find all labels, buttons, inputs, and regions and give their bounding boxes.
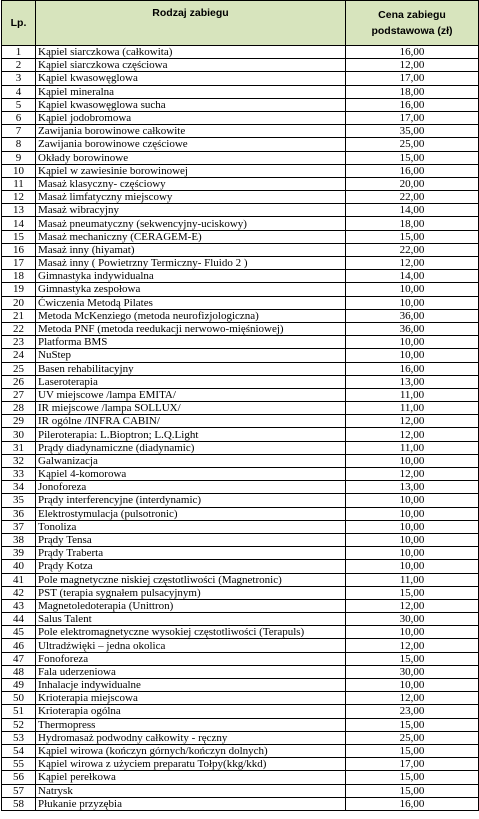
treatment-name: IR ogólne /INFRA CABIN/ <box>36 415 346 428</box>
row-number: 18 <box>2 270 36 283</box>
treatment-price: 30,00 <box>346 613 479 626</box>
row-number: 20 <box>2 296 36 309</box>
row-number: 11 <box>2 177 36 190</box>
table-row <box>2 599 479 612</box>
header-price-line1: Cena zabiegu <box>378 9 446 21</box>
treatment-name: Masaż pneumatyczny (sekwencyjny-uciskowy) <box>36 217 346 230</box>
table-row <box>2 230 479 243</box>
row-number: 31 <box>2 441 36 454</box>
table-row <box>2 349 479 362</box>
row-number: 32 <box>2 454 36 467</box>
treatment-price: 15,00 <box>346 652 479 665</box>
row-number: 4 <box>2 85 36 98</box>
treatment-price: 16,00 <box>346 797 479 810</box>
treatment-name: Masaż wibracyjny <box>36 204 346 217</box>
treatment-price: 10,00 <box>346 626 479 639</box>
table-row <box>2 731 479 744</box>
treatment-price: 12,00 <box>346 599 479 612</box>
treatment-name: Kąpiel jodobromowa <box>36 111 346 124</box>
row-number: 39 <box>2 547 36 560</box>
row-number: 26 <box>2 375 36 388</box>
treatment-price: 16,00 <box>346 98 479 111</box>
table-row <box>2 718 479 731</box>
treatment-name: Hydromasaż podwodny całkowity - ręczny <box>36 731 346 744</box>
table-row <box>2 507 479 520</box>
treatment-name: Masaż inny (hiyamat) <box>36 243 346 256</box>
treatment-name: PST (terapia sygnałem pulsacyjnym) <box>36 586 346 599</box>
treatment-price: 10,00 <box>346 283 479 296</box>
treatment-price: 17,00 <box>346 111 479 124</box>
treatment-name: Masaż limfatyczny miejscowy <box>36 191 346 204</box>
row-number: 9 <box>2 151 36 164</box>
table-row <box>2 296 479 309</box>
treatment-price: 10,00 <box>346 547 479 560</box>
treatment-price: 16,00 <box>346 46 479 59</box>
treatment-name: Pole magnetyczne niskiej częstotliwości (Magnetronic) <box>36 573 346 586</box>
table-row <box>2 375 479 388</box>
table-row <box>2 520 479 533</box>
row-number: 54 <box>2 744 36 757</box>
header-row <box>2 1 479 46</box>
table-row <box>2 111 479 124</box>
treatment-name: Masaż mechaniczny (CERAGEM-E) <box>36 230 346 243</box>
treatment-name: Elektrostymulacja (pulsotronic) <box>36 507 346 520</box>
table-row <box>2 270 479 283</box>
table-row <box>2 336 479 349</box>
treatment-name: Gimnastyka indywidualna <box>36 270 346 283</box>
header-name: Rodzaj zabiegu <box>36 1 346 46</box>
row-number: 23 <box>2 336 36 349</box>
table-row <box>2 573 479 586</box>
treatment-price: 11,00 <box>346 402 479 415</box>
treatment-name: IR miejscowe /lampa SOLLUX/ <box>36 402 346 415</box>
treatment-price: 12,00 <box>346 639 479 652</box>
treatment-name: Krioterapia miejscowa <box>36 692 346 705</box>
treatment-price: 14,00 <box>346 270 479 283</box>
treatment-price: 15,00 <box>346 586 479 599</box>
row-number: 29 <box>2 415 36 428</box>
treatment-price: 12,00 <box>346 257 479 270</box>
treatment-price: 35,00 <box>346 125 479 138</box>
treatment-price: 10,00 <box>346 560 479 573</box>
table-row <box>2 441 479 454</box>
table-row <box>2 679 479 692</box>
treatment-name: Ćwiczenia Metodą Pilates <box>36 296 346 309</box>
treatment-name: Prądy Traberta <box>36 547 346 560</box>
row-number: 42 <box>2 586 36 599</box>
treatment-name: Galwanizacja <box>36 454 346 467</box>
table-row <box>2 125 479 138</box>
row-number: 41 <box>2 573 36 586</box>
treatment-name: Kąpiel perełkowa <box>36 771 346 784</box>
row-number: 16 <box>2 243 36 256</box>
table-row <box>2 705 479 718</box>
treatment-price: 15,00 <box>346 230 479 243</box>
row-number: 5 <box>2 98 36 111</box>
table-row <box>2 204 479 217</box>
table-row <box>2 784 479 797</box>
treatment-name: Ultradźwięki – jedna okolica <box>36 639 346 652</box>
treatment-name: Kąpiel w zawiesinie borowinowej <box>36 164 346 177</box>
table-row <box>2 415 479 428</box>
treatment-price: 12,00 <box>346 468 479 481</box>
price-table <box>1 0 479 811</box>
row-number: 46 <box>2 639 36 652</box>
treatment-name: Zawijania borowinowe całkowite <box>36 125 346 138</box>
treatment-name: Pileroterapia: L.Bioptron; L.Q.Light <box>36 428 346 441</box>
treatment-name: Natrysk <box>36 784 346 797</box>
treatment-price: 25,00 <box>346 138 479 151</box>
table-row <box>2 257 479 270</box>
treatment-price: 10,00 <box>346 349 479 362</box>
row-number: 12 <box>2 191 36 204</box>
treatment-name: Okłady borowinowe <box>36 151 346 164</box>
treatment-price: 15,00 <box>346 771 479 784</box>
treatment-price: 18,00 <box>346 217 479 230</box>
treatment-name: Prądy interferencyjne (interdynamic) <box>36 494 346 507</box>
row-number: 14 <box>2 217 36 230</box>
treatment-price: 13,00 <box>346 375 479 388</box>
row-number: 10 <box>2 164 36 177</box>
row-number: 37 <box>2 520 36 533</box>
table-row <box>2 639 479 652</box>
treatment-name: Laseroterapia <box>36 375 346 388</box>
row-number: 30 <box>2 428 36 441</box>
treatment-price: 30,00 <box>346 665 479 678</box>
row-number: 1 <box>2 46 36 59</box>
header-price-line2: podstawowa (zł) <box>371 25 453 37</box>
treatment-price: 10,00 <box>346 494 479 507</box>
treatment-price: 22,00 <box>346 191 479 204</box>
treatment-price: 13,00 <box>346 481 479 494</box>
treatment-name: Gimnastyka zespołowa <box>36 283 346 296</box>
row-number: 53 <box>2 731 36 744</box>
table-row <box>2 98 479 111</box>
row-number: 47 <box>2 652 36 665</box>
table-row <box>2 692 479 705</box>
treatment-price: 18,00 <box>346 85 479 98</box>
treatment-name: Kąpiel mineralna <box>36 85 346 98</box>
treatment-name: Fala uderzeniowa <box>36 665 346 678</box>
table-row <box>2 665 479 678</box>
table-row <box>2 494 479 507</box>
row-number: 52 <box>2 718 36 731</box>
row-number: 48 <box>2 665 36 678</box>
treatment-name: Kąpiel siarczkowa częściowa <box>36 59 346 72</box>
table-row <box>2 468 479 481</box>
treatment-price: 15,00 <box>346 718 479 731</box>
treatment-name: Prądy diadynamiczne (diadynamic) <box>36 441 346 454</box>
treatment-name: Kąpiel wirowa (kończyn górnych/kończyn dolnych) <box>36 744 346 757</box>
table-row <box>2 771 479 784</box>
treatment-price: 10,00 <box>346 454 479 467</box>
table-row <box>2 402 479 415</box>
table-row <box>2 481 479 494</box>
table-row <box>2 85 479 98</box>
treatment-price: 17,00 <box>346 72 479 85</box>
table-row <box>2 46 479 59</box>
treatment-price: 10,00 <box>346 679 479 692</box>
table-row <box>2 652 479 665</box>
row-number: 17 <box>2 257 36 270</box>
row-number: 21 <box>2 309 36 322</box>
row-number: 43 <box>2 599 36 612</box>
treatment-price: 36,00 <box>346 322 479 335</box>
treatment-name: Pole elektromagnetyczne wysokiej częstotliwości (Terapuls) <box>36 626 346 639</box>
treatment-price: 10,00 <box>346 520 479 533</box>
treatment-name: Tonoliza <box>36 520 346 533</box>
row-number: 35 <box>2 494 36 507</box>
treatment-name: Platforma BMS <box>36 336 346 349</box>
row-number: 58 <box>2 797 36 810</box>
table-row <box>2 283 479 296</box>
table-row <box>2 758 479 771</box>
row-number: 55 <box>2 758 36 771</box>
treatment-name: Metoda PNF (metoda reedukacji nerwowo-mięśniowej) <box>36 322 346 335</box>
table-row <box>2 151 479 164</box>
treatment-price: 12,00 <box>346 415 479 428</box>
row-number: 7 <box>2 125 36 138</box>
table-row <box>2 191 479 204</box>
row-number: 45 <box>2 626 36 639</box>
row-number: 49 <box>2 679 36 692</box>
table-row <box>2 243 479 256</box>
treatment-price: 22,00 <box>346 243 479 256</box>
treatment-name: Kąpiel wirowa z użyciem preparatu Tołpy(kkg/kkd) <box>36 758 346 771</box>
row-number: 51 <box>2 705 36 718</box>
treatment-price: 14,00 <box>346 204 479 217</box>
table-row <box>2 362 479 375</box>
table-row <box>2 309 479 322</box>
treatment-name: Salus Talent <box>36 613 346 626</box>
treatment-name: Basen rehabilitacyjny <box>36 362 346 375</box>
treatment-name: Prądy Kotza <box>36 560 346 573</box>
treatment-price: 16,00 <box>346 164 479 177</box>
treatment-price: 10,00 <box>346 336 479 349</box>
row-number: 2 <box>2 59 36 72</box>
treatment-price: 20,00 <box>346 177 479 190</box>
treatment-price: 12,00 <box>346 428 479 441</box>
table-row <box>2 322 479 335</box>
row-number: 27 <box>2 388 36 401</box>
row-number: 22 <box>2 322 36 335</box>
treatment-price: 15,00 <box>346 744 479 757</box>
treatment-name: Zawijania borowinowe częściowe <box>36 138 346 151</box>
treatment-price: 12,00 <box>346 59 479 72</box>
treatment-name: Masaż klasyczny- częściowy <box>36 177 346 190</box>
row-number: 56 <box>2 771 36 784</box>
row-number: 3 <box>2 72 36 85</box>
table-row <box>2 388 479 401</box>
treatment-price: 25,00 <box>346 731 479 744</box>
treatment-price: 10,00 <box>346 533 479 546</box>
header-lp: Lp. <box>2 1 36 46</box>
row-number: 6 <box>2 111 36 124</box>
treatment-name: Płukanie przyzębia <box>36 797 346 810</box>
row-number: 40 <box>2 560 36 573</box>
table-row <box>2 454 479 467</box>
row-number: 50 <box>2 692 36 705</box>
treatment-price: 11,00 <box>346 388 479 401</box>
treatment-price: 15,00 <box>346 151 479 164</box>
treatment-price: 17,00 <box>346 758 479 771</box>
table-row <box>2 744 479 757</box>
treatment-price: 11,00 <box>346 573 479 586</box>
table-row <box>2 72 479 85</box>
treatment-name: Kąpiel kwasowęglowa sucha <box>36 98 346 111</box>
treatment-price: 23,00 <box>346 705 479 718</box>
table-row <box>2 560 479 573</box>
treatment-name: Kąpiel 4-komorowa <box>36 468 346 481</box>
row-number: 28 <box>2 402 36 415</box>
row-number: 25 <box>2 362 36 375</box>
treatment-name: Prądy Tensa <box>36 533 346 546</box>
row-number: 36 <box>2 507 36 520</box>
table-row <box>2 59 479 72</box>
row-number: 13 <box>2 204 36 217</box>
treatment-name: Metoda McKenziego (metoda neurofizjologiczna) <box>36 309 346 322</box>
row-number: 44 <box>2 613 36 626</box>
header-price <box>346 1 479 46</box>
treatment-price: 11,00 <box>346 441 479 454</box>
row-number: 8 <box>2 138 36 151</box>
table-row <box>2 217 479 230</box>
table-row <box>2 586 479 599</box>
table-row <box>2 177 479 190</box>
treatment-name: Kąpiel kwasowęglowa <box>36 72 346 85</box>
treatment-name: Inhalacje indywidualne <box>36 679 346 692</box>
treatment-price: 10,00 <box>346 296 479 309</box>
treatment-price: 10,00 <box>346 507 479 520</box>
row-number: 24 <box>2 349 36 362</box>
table-row <box>2 797 479 810</box>
table-row <box>2 138 479 151</box>
row-number: 19 <box>2 283 36 296</box>
treatment-price: 12,00 <box>346 692 479 705</box>
table-row <box>2 613 479 626</box>
table-row <box>2 164 479 177</box>
row-number: 34 <box>2 481 36 494</box>
treatment-name: NuStep <box>36 349 346 362</box>
treatment-price: 15,00 <box>346 784 479 797</box>
table-row <box>2 626 479 639</box>
table-row <box>2 428 479 441</box>
row-number: 33 <box>2 468 36 481</box>
treatment-name: Krioterapia ogólna <box>36 705 346 718</box>
treatment-name: Magnetoledoterapia (Unittron) <box>36 599 346 612</box>
treatment-name: Kąpiel siarczkowa (całkowita) <box>36 46 346 59</box>
row-number: 15 <box>2 230 36 243</box>
table-row <box>2 533 479 546</box>
treatment-name: Fonoforeza <box>36 652 346 665</box>
treatment-price: 16,00 <box>346 362 479 375</box>
table-body <box>2 46 479 811</box>
treatment-price: 36,00 <box>346 309 479 322</box>
treatment-name: Thermopress <box>36 718 346 731</box>
treatment-name: Masaż inny ( Powietrzny Termiczny- Fluido 2 ) <box>36 257 346 270</box>
row-number: 38 <box>2 533 36 546</box>
treatment-name: Jonoforeza <box>36 481 346 494</box>
table-row <box>2 547 479 560</box>
treatment-name: UV miejscowe /lampa EMITA/ <box>36 388 346 401</box>
row-number: 57 <box>2 784 36 797</box>
